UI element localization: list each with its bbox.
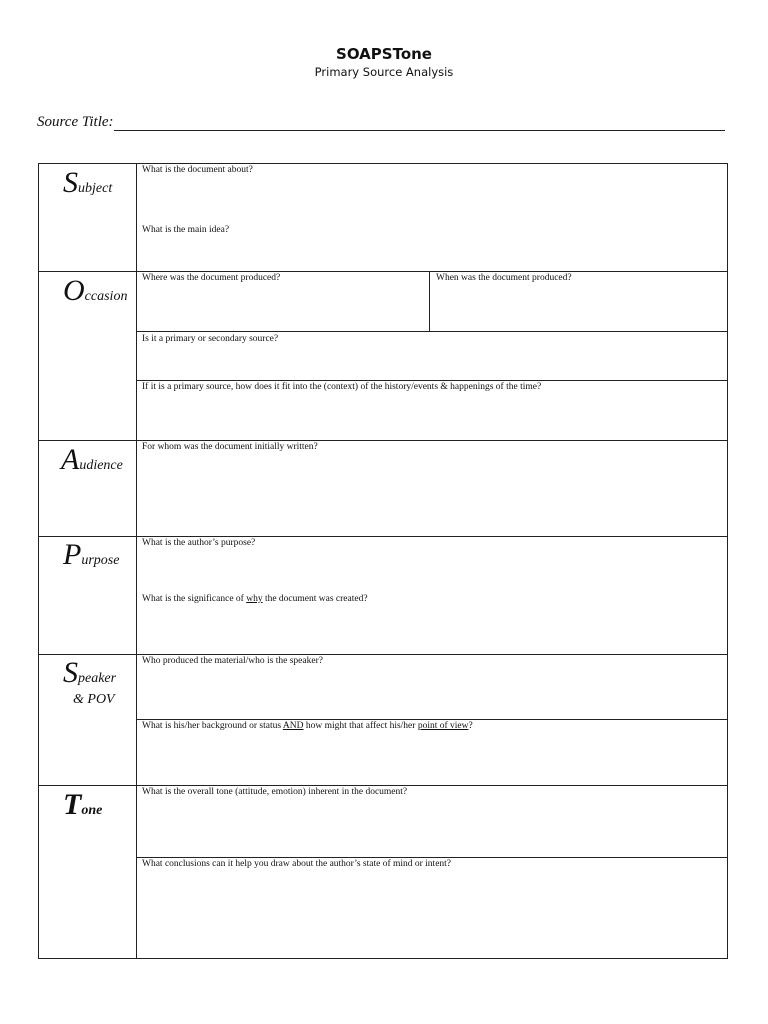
page-title: SOAPSTone xyxy=(336,45,432,63)
section-divider xyxy=(39,271,727,272)
column-divider xyxy=(136,164,137,958)
purpose-heading xyxy=(63,538,119,572)
speaker-rest: peaker xyxy=(78,671,117,686)
tone-question-2[interactable]: What conclusions can it help you draw about the author’s state of mind or intent? xyxy=(142,859,452,869)
occasion-rest: ccasion xyxy=(84,289,128,304)
purpose-question-2[interactable] xyxy=(142,594,368,605)
speaker-question-2[interactable] xyxy=(142,721,473,732)
occasion-question-where[interactable]: Where was the document produced? xyxy=(142,273,281,283)
source-title-field[interactable] xyxy=(114,130,725,131)
row-divider xyxy=(136,331,727,332)
page-subtitle: Primary Source Analysis xyxy=(314,65,454,79)
purpose-q2-underlined: why xyxy=(246,594,263,604)
speaker-q2-text-a: What is his/her background or status xyxy=(142,721,283,731)
section-divider xyxy=(39,785,727,786)
row-divider xyxy=(136,857,727,858)
subject-heading xyxy=(63,166,112,200)
purpose-q2-text-b: the document was created? xyxy=(262,594,368,604)
section-divider xyxy=(39,654,727,655)
occasion-question-context[interactable]: If it is a primary source, how does it fit into the (context) of the history/events & happenings of the time? xyxy=(142,382,542,392)
cell-divider xyxy=(429,271,430,331)
row-divider xyxy=(136,380,727,381)
speaker-heading xyxy=(63,656,116,690)
subject-initial: S xyxy=(63,166,78,199)
subject-question-2[interactable]: What is the main idea? xyxy=(142,225,230,235)
tone-heading xyxy=(63,788,102,822)
purpose-rest: urpose xyxy=(81,553,120,568)
speaker-pov-label: & POV xyxy=(73,692,115,707)
occasion-question-source-type[interactable]: Is it a primary or secondary source? xyxy=(142,334,279,344)
purpose-initial: P xyxy=(63,538,82,571)
tone-question-1[interactable]: What is the overall tone (attitude, emotion) inherent in the document? xyxy=(142,787,408,797)
subject-question-1[interactable]: What is the document about? xyxy=(142,165,253,175)
speaker-initial: S xyxy=(63,656,78,689)
speaker-q2-pov: point of view xyxy=(417,721,469,731)
speaker-q2-text-e: ? xyxy=(468,721,473,731)
occasion-question-when[interactable]: When was the document produced? xyxy=(436,273,572,283)
section-divider xyxy=(39,536,727,537)
source-title-label: Source Title: xyxy=(37,114,114,130)
subject-rest: ubject xyxy=(78,181,113,196)
row-divider xyxy=(136,719,727,720)
purpose-question-1[interactable]: What is the author’s purpose? xyxy=(142,538,256,548)
analysis-table xyxy=(38,163,728,959)
audience-rest: udience xyxy=(79,458,123,473)
occasion-initial: O xyxy=(63,274,85,307)
purpose-q2-text-a: What is the significance of xyxy=(142,594,247,604)
speaker-q2-text-c: how might that affect his/her xyxy=(303,721,418,731)
audience-heading xyxy=(61,443,123,477)
audience-question-1[interactable]: For whom was the document initially written? xyxy=(142,442,318,452)
tone-rest: one xyxy=(81,803,103,818)
speaker-question-1[interactable]: Who produced the material/who is the speaker? xyxy=(142,656,323,666)
speaker-q2-and: AND xyxy=(282,721,304,731)
occasion-heading xyxy=(63,274,127,308)
audience-initial: A xyxy=(61,443,80,476)
tone-initial: T xyxy=(63,788,82,821)
section-divider xyxy=(39,440,727,441)
